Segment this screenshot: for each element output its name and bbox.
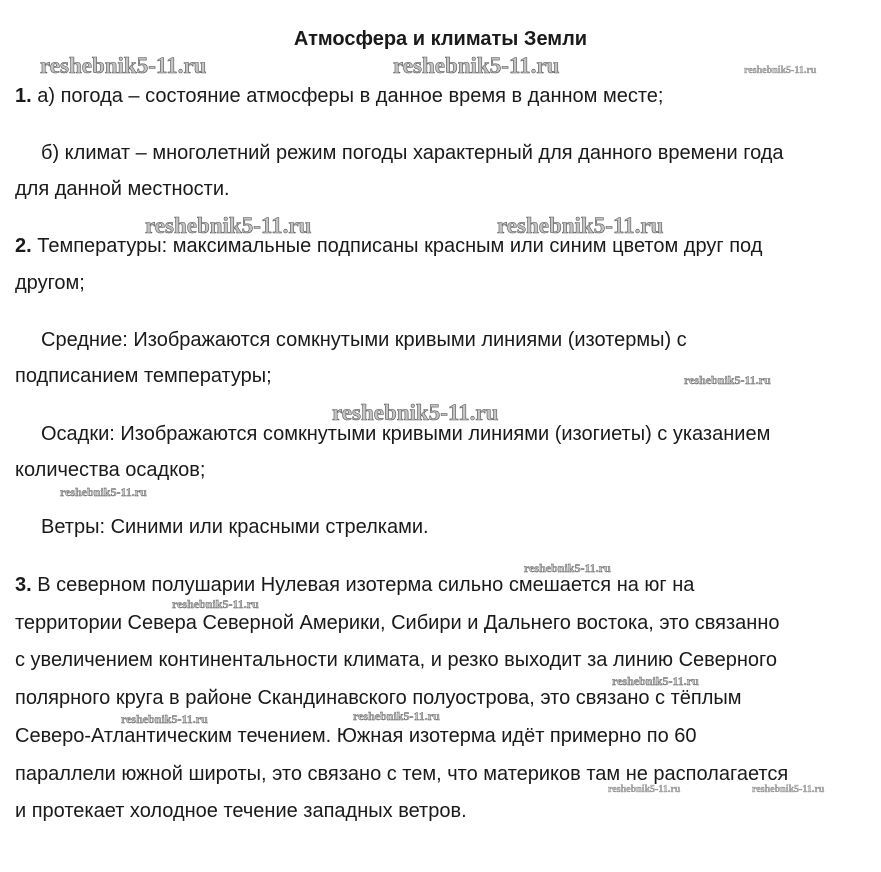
item-1-text: а) погода – состояние атмосферы в данное время в данном месте; [31,85,664,107]
item-2-line-7: Ветры: Синими или красными стрелками. [41,516,429,538]
item-1-number: 1. [15,85,32,107]
watermark: reshebnik5-11.ru [332,400,499,425]
item-2-line-1 [15,234,762,258]
watermark: reshebnik5-11.ru [393,53,560,78]
item-3-line-6: параллели южной широты, это связано с тем, что материков там не располагается [15,763,789,785]
item-3-number: 3. [15,574,32,596]
item-3-line-5: Северо-Атлантическим течением. Южная изотерма идёт примерно по 60 [15,725,697,747]
item-3-text: В северном полушарии Нулевая изотерма сильно смешается на юг на [31,574,695,596]
item-3-line-1 [15,573,694,597]
watermark: reshebnik5-11.ru [752,784,825,795]
watermark: reshebnik5-11.ru [40,53,207,78]
watermark: reshebnik5-11.ru [612,674,699,688]
item-2-number: 2. [15,235,32,257]
watermark: reshebnik5-11.ru [121,712,208,726]
item-3-line-4: полярного круга в районе Скандинавского полуострова, это связано с тёплым [15,687,742,709]
page-title: Атмосфера и климаты Земли [293,28,588,50]
watermark: reshebnik5-11.ru [524,561,611,575]
item-2-text: Температуры: максимальные подписаны красным или синим цветом друг под [31,235,763,257]
watermark: reshebnik5-11.ru [684,373,771,387]
item-2-line-3: Средние: Изображаются сомкнутыми кривыми линиями (изотермы) с [41,329,687,351]
item-2-line-4: подписанием температуры; [15,365,272,387]
item-2-line-6: количества осадков; [15,459,206,481]
item-3-line-3: с увеличением континентальности климата, и резко выходит за линию Северного [15,649,777,671]
watermark: reshebnik5-11.ru [172,597,259,611]
watermark: reshebnik5-11.ru [608,784,681,795]
item-2-line-5: Осадки: Изображаются сомкнутыми кривыми линиями (изогиеты) с указанием [41,423,771,445]
watermark: reshebnik5-11.ru [145,213,312,238]
watermark: reshebnik5-11.ru [60,485,147,499]
item-3-line-7: и протекает холодное течение западных ветров. [15,800,467,822]
item-1-line-1 [15,84,663,108]
watermark: reshebnik5-11.ru [497,213,664,238]
watermark: reshebnik5-11.ru [353,709,440,723]
item-2-line-2: другом; [15,272,85,294]
item-1-line-2: б) климат – многолетний режим погоды характерный для данного времени года [41,142,784,164]
item-3-line-2: территории Севера Северной Америки, Сибири и Дальнего востока, это связанно [15,612,780,634]
watermark: reshebnik5-11.ru [744,65,817,76]
item-1-line-3: для данной местности. [15,178,230,200]
